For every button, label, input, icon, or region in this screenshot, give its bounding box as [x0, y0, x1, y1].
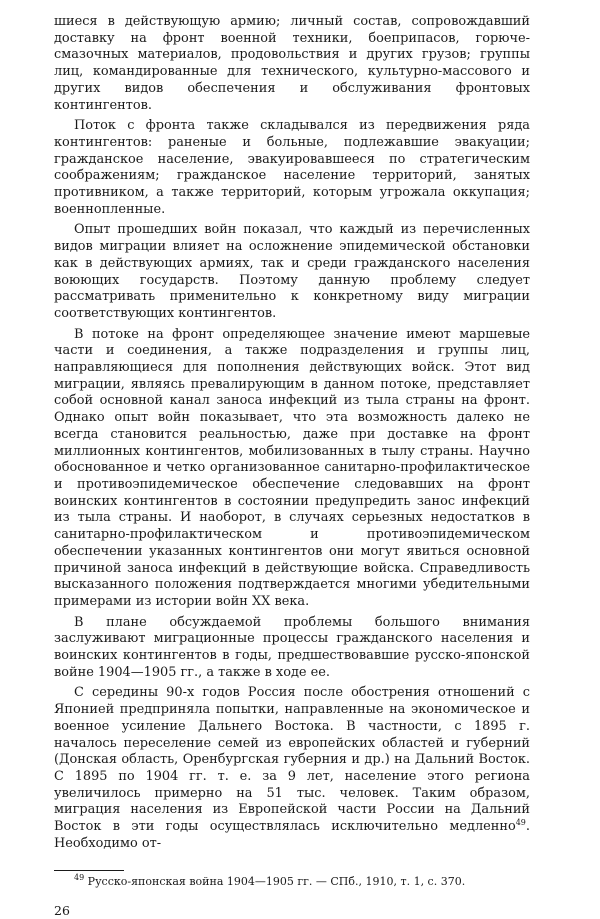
paragraph-2: Поток с фронта также складывался из передвижения ряда контингентов: раненые и больные, подлежавшие эвакуации; гражданское население, эвакуировавшееся по стратегическим соображениям; гражданское население территорий, занятых противником, а также территорий, которым угрожала оккупация; военнопленные.	[54, 118, 530, 217]
page-number: 26	[54, 903, 70, 919]
footnote-reference: 49	[515, 818, 526, 828]
paragraph-3: Опыт прошедших войн показал, что каждый из перечисленных видов миграции влияет на осложнение эпидемической обстановки как в действующих армиях, так и среди гражданского населения воюющих государств. Поэтому данную проблему следует рассматривать применительно к конкретному виду миграции соответствующих контингентов.	[54, 222, 530, 321]
footnote	[54, 875, 530, 889]
paragraph-6-tail: . Необходимо от-	[54, 819, 530, 851]
paragraph-1: шиеся в действующую армию; личный состав, сопровождавший доставку на фронт военной техники, боеприпасов, горюче-смазочных материалов, продовольствия и других грузов; группы лиц, командированные для технического, культурно-массового и других видов обеспечения и обслуживания фронтовых контингентов.	[54, 14, 530, 113]
body-text	[54, 14, 530, 852]
paragraph-4: В потоке на фронт определяющее значение имеют маршевые части и соединения, а также подразделения и группы лиц, направляющиеся для пополнения действующих войск. Этот вид миграции, являясь превалирующим в данном потоке, представляет собой основной канал заноса инфекций из тыла страны на фронт. Однако опыт войн показывает, что эта возможность далеко не всегда становится реальностью, даже при доставке на фронт миллионных контингентов, мобилизованных в тылу страны. Научно обоснованное и четко организованное санитарно-профилактическое и противоэпидемическое обеспечение следовавших на фронт воинских контингентов в состоянии предупредить занос инфекций из тыла страны. И наоборот, в случаях серьезных недостатков в санитарно-профилактическом и противоэпидемическом обеспечении указанных контингентов они могут явиться основной причиной заноса инфекций в действующие войска. Справедливость высказанного положения подтверждается многими убедительными примерами из истории войн XX века.	[54, 326, 530, 609]
footnote-divider	[54, 870, 124, 871]
paragraph-6	[54, 685, 530, 852]
paragraph-6-text: С середины 90-х годов Россия после обострения отношений с Японией предприняла попытки, направленные на экономическое и военное усиление Дальнего Востока. В частности, с 1895 г. началось переселение семей из европейских областей и губерний (Донская область, Оренбургская губерния и др.) на Дальний Восток. С 1895 по 1904 гг. т. е. за 9 лет, население этого региона увеличилось примерно на 51 тыс. человек. Таким образом, миграция населения из Европейской части России на Дальний Восток в эти годы осуществлялась исключительно медленно	[54, 685, 530, 835]
footnote-marker: 49	[74, 873, 85, 883]
footnote-text: Русско-японская война 1904—1905 гг. — СПб., 1910, т. 1, с. 370.	[84, 875, 466, 889]
paragraph-5: В плане обсуждаемой проблемы большого внимания заслуживают миграционные процессы гражданского населения и воинских контингентов в годы, предшествовавшие русско-японской войне 1904—1905 гг., а также в ходе ее.	[54, 614, 530, 680]
